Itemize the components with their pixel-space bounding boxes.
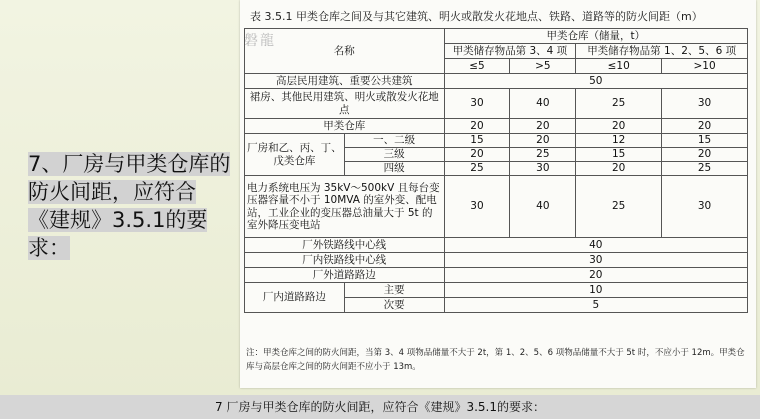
row-group: 厂房和乙、丙、丁、戊类仓库: [245, 134, 345, 176]
row-name: 厂外道路路边: [245, 268, 445, 283]
cell-value: 20: [576, 119, 662, 134]
cell-value: 30: [662, 89, 748, 119]
cell-value: 20: [444, 148, 510, 162]
row-name: 甲类仓库: [245, 119, 445, 134]
table-row: [245, 74, 748, 89]
watermark-logo: 磐龍: [244, 33, 276, 49]
table-row: [245, 253, 748, 268]
header-c3: ≤10: [576, 59, 662, 74]
cell-value: 30: [662, 176, 748, 238]
cell-value: 20: [444, 119, 510, 134]
table-title: 表 3.5.1 甲类仓库之间及与其它建筑、明火或散发火花地点、铁路、道路等的防火间距（m）: [250, 10, 703, 23]
table-row: [245, 176, 748, 238]
row-name: 高层民用建筑、重要公共建筑: [245, 74, 445, 89]
cell-value: 12: [576, 134, 662, 148]
table-note: 注：甲类仓库之间的防火间距，当第 3、4 项物品储量不大于 2t，第 1、2、5、6 项物品储量不大于 5t 时，不应小于 12m。甲类仓库与高层仓库之间的防火间距不应小于 13m。: [246, 348, 745, 372]
header-sub2: 甲类储存物品第 1、2、5、6 项: [576, 44, 748, 59]
table-row: [245, 119, 748, 134]
row-sub: 三级: [344, 148, 444, 162]
header-group: 甲类仓库（储量，t）: [444, 29, 747, 44]
table-row: [245, 238, 748, 253]
table-row: [245, 89, 748, 119]
header-c1: ≤5: [444, 59, 510, 74]
slide-heading-text: 7、厂房与甲类仓库的防火间距，应符合《建规》3.5.1的要求：: [28, 152, 231, 260]
header-c4: >10: [662, 59, 748, 74]
row-name: 厂内铁路线中心线: [245, 253, 445, 268]
table-row: [245, 283, 748, 298]
header-name: 名称: [245, 29, 445, 74]
row-value: 10: [444, 283, 747, 298]
cell-value: 40: [510, 176, 576, 238]
row-value: 50: [444, 74, 747, 89]
slide-heading: [28, 150, 233, 262]
header-sub1: 甲类储存物品第 3、4 项: [444, 44, 576, 59]
fire-distance-table: [244, 28, 748, 313]
table-row: [245, 134, 748, 148]
row-sub: 次要: [344, 298, 444, 313]
row-group: 厂内道路路边: [245, 283, 345, 313]
caption-text: 7 厂房与甲类仓库的防火间距，应符合《建规》3.5.1的要求：: [215, 400, 545, 414]
header-row: [245, 29, 748, 44]
cell-value: 30: [444, 176, 510, 238]
cell-value: 25: [510, 148, 576, 162]
row-sub: 四级: [344, 162, 444, 176]
cell-value: 20: [662, 119, 748, 134]
row-sub: 主要: [344, 283, 444, 298]
cell-value: 15: [444, 134, 510, 148]
cell-value: 20: [510, 119, 576, 134]
table-image: [240, 0, 756, 388]
row-value: 5: [444, 298, 747, 313]
table-row: [245, 268, 748, 283]
row-value: 20: [444, 268, 747, 283]
cell-value: 20: [510, 134, 576, 148]
row-sub: 一、二级: [344, 134, 444, 148]
cell-value: 25: [444, 162, 510, 176]
cell-value: 15: [662, 134, 748, 148]
row-name: 电力系统电压为 35kV～500kV 且每台变压器容量不小于 10MVA 的室外变、配电站，工业企业的变压器总油量大于 5t 的室外降压变电站: [245, 176, 445, 238]
cell-value: 40: [510, 89, 576, 119]
header-c2: >5: [510, 59, 576, 74]
cell-value: 15: [576, 148, 662, 162]
cell-value: 25: [662, 162, 748, 176]
caption-bar: [0, 395, 760, 419]
cell-value: 30: [510, 162, 576, 176]
cell-value: 20: [662, 148, 748, 162]
cell-value: 20: [576, 162, 662, 176]
row-name: 厂外铁路线中心线: [245, 238, 445, 253]
cell-value: 25: [576, 176, 662, 238]
row-name: 裙房、其他民用建筑、明火或散发火花地点: [245, 89, 445, 119]
cell-value: 30: [444, 89, 510, 119]
row-value: 40: [444, 238, 747, 253]
row-value: 30: [444, 253, 747, 268]
cell-value: 25: [576, 89, 662, 119]
